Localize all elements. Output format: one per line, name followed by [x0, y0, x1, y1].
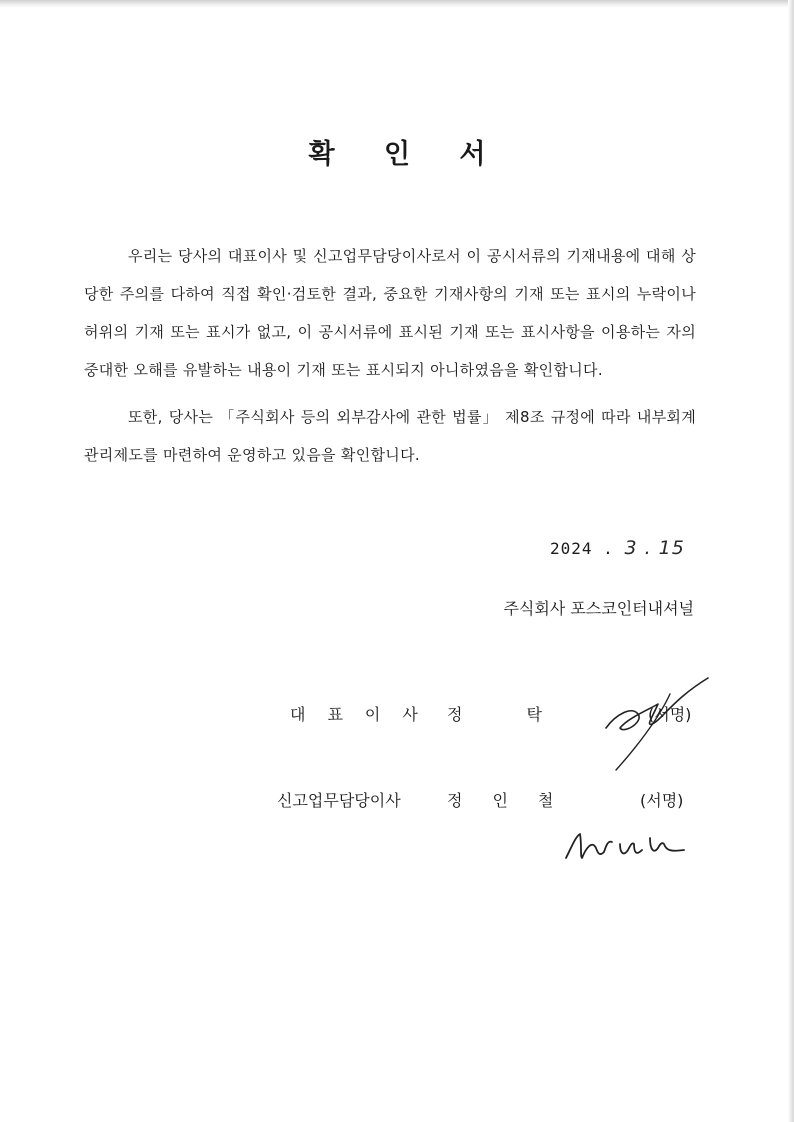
- signature-label: (서명): [648, 705, 692, 724]
- signatory-name: 정탁: [447, 705, 606, 724]
- signature-label: (서명): [640, 791, 684, 810]
- company-name: 주식회사 포스코인터내셔널: [503, 599, 694, 618]
- document-date: [550, 537, 685, 559]
- scan-edge-top: [0, 0, 794, 8]
- officer-handwritten-signature: [562, 826, 692, 876]
- document-title: 확 인 서: [308, 139, 506, 170]
- signatory-name: 정인철: [447, 791, 584, 810]
- signatory-reporting-officer: [0, 788, 794, 812]
- date-year: 2024 .: [550, 539, 614, 558]
- confirmation-paragraph: [84, 237, 696, 389]
- signatory-role: 신고업무담당이사: [277, 791, 401, 810]
- internal-control-text: 또한, 당사는 「주식회사 등의 외부감사에 관한 법률」 제8조 규정에 따라 내부회계관리제도를 마련하여 운영하고 있음을 확인합니다.: [84, 408, 696, 464]
- signatory-role: 대표이사: [290, 705, 440, 724]
- confirmation-text: 우리는 당사의 대표이사 및 신고업무담당이사로서 이 공시서류의 기재내용에 대해 상당한 주의를 다하여 직접 확인·검토한 결과, 중요한 기재사항의 기재 또는 표시의 누락이나 허위의 기재 또는 표시가 없고, 이 공시서류에 표시된 기재 또는 표시사항을 이용하는 자의 중대한 오해를 유발하는 내용이 기재 또는 표시되지 아니하였음을 확인합니다.: [84, 247, 696, 379]
- date-handwritten: 3 . 15: [624, 537, 685, 559]
- ceo-handwritten-signature: [598, 670, 718, 780]
- internal-control-paragraph: [84, 398, 696, 474]
